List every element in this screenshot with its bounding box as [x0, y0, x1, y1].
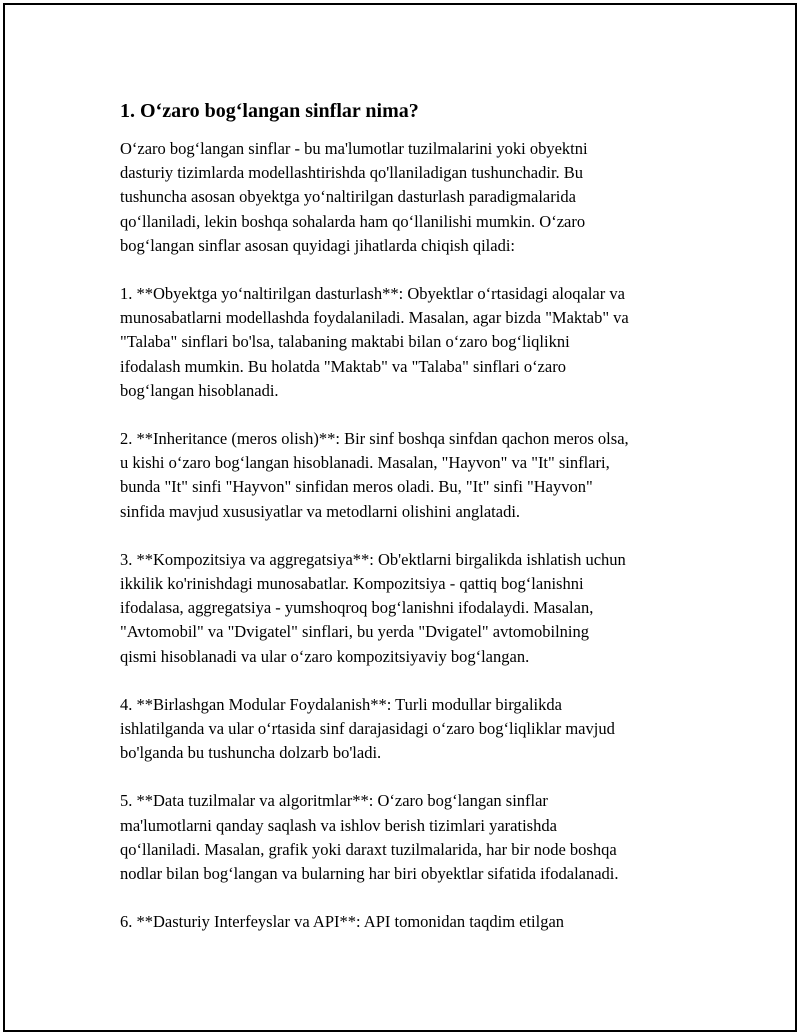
text-line: 2. **Inheritance (meros olish)**: Bir sinf boshqa sinfdan qachon meros olsa, — [120, 429, 629, 449]
text-line: bunda "It" sinfi "Hayvon" sinfidan meros oladi. Bu, "It" sinfi "Hayvon" — [120, 477, 593, 497]
paragraph-5 — [120, 693, 705, 766]
text-line: 3. **Kompozitsiya va aggregatsiya**: Ob'ektlarni birgalikda ishlatish uchun — [120, 549, 626, 569]
text-line: "Talaba" sinflari bo'lsa, talabaning maktabi bilan o‘zaro bog‘liqlikni — [120, 332, 570, 352]
document-page — [3, 3, 797, 1032]
document-content — [120, 97, 705, 958]
text-line: qo‘llaniladi, lekin boshqa sohalarda ham qo‘llanilishi mumkin. O‘zaro — [120, 211, 586, 231]
text-line: nodlar bilan bog‘langan va bularning har biri obyektlar sifatida ifodalanadi. — [120, 864, 619, 884]
paragraph-3 — [120, 427, 705, 524]
text-line: qo‘llaniladi. Masalan, grafik yoki daraxt tuzilmalarida, har bir node boshqa — [120, 839, 617, 859]
paragraph-6 — [120, 789, 705, 886]
paragraph-2 — [120, 282, 705, 403]
text-line: ifodalasa, aggregatsiya - yumshoqroq bog‘lanishni ifodalaydi. Masalan, — [120, 598, 594, 618]
text-line: dasturiy tizimlarda modellashtirishda qo'llaniladigan tushunchadir. Bu — [120, 163, 584, 183]
text-line: ma'lumotlarni qanday saqlash va ishlov berish tizimlari yaratishda — [120, 815, 557, 835]
text-line: bog‘langan hisoblanadi. — [120, 380, 279, 400]
text-line: O‘zaro bog‘langan sinflar - bu ma'lumotlar tuzilmalarini yoki obyektni — [120, 139, 588, 158]
text-line: qismi hisoblanadi va ular o‘zaro kompozitsiyaviy bog‘langan. — [120, 646, 530, 666]
text-line: u kishi o‘zaro bog‘langan hisoblanadi. Masalan, "Hayvon" va "It" sinflari, — [120, 453, 610, 473]
text-line: ifodalash mumkin. Bu holatda "Maktab" va "Talaba" sinflari o‘zaro — [120, 356, 566, 376]
paragraph-7 — [120, 910, 705, 934]
text-line: munosabatlarni modellashda foydalaniladi. Masalan, agar bizda "Maktab" va — [120, 308, 629, 328]
text-line: 5. **Data tuzilmalar va algoritmlar**: O‘zaro bog‘langan sinflar — [120, 791, 548, 811]
text-line: 6. **Dasturiy Interfeyslar va API**: API tomonidan taqdim etilgan — [120, 912, 565, 932]
text-line: 1. **Obyektga yo‘naltirilgan dasturlash**: Obyektlar o‘rtasidagi aloqalar va — [120, 284, 625, 304]
text-line: "Avtomobil" va "Dvigatel" sinflari, bu yerda "Dvigatel" avtomobilning — [120, 622, 590, 642]
text-line: bo'lganda bu tushuncha dolzarb bo'ladi. — [120, 743, 382, 763]
text-line: sinfida mavjud xususiyatlar va metodlarni olishini anglatadi. — [120, 501, 521, 521]
text-line: ikkilik ko'rinishdagi munosabatlar. Kompozitsiya - qattiq bog‘lanishni — [120, 574, 584, 594]
paragraph-1 — [120, 137, 705, 258]
paragraph-list — [120, 137, 705, 934]
text-line: ishlatilganda va ular o‘rtasida sinf darajasidagi o‘zaro bog‘liqliklar mavjud — [120, 719, 615, 739]
text-line: 4. **Birlashgan Modular Foydalanish**: Turli modullar birgalikda — [120, 694, 562, 714]
text-line: tushuncha asosan obyektga yo‘naltirilgan dasturlash paradigmalarida — [120, 187, 576, 207]
document-heading: 1. O‘zaro bog‘langan sinflar nima? — [120, 100, 419, 122]
text-line: bog‘langan sinflar asosan quyidagi jihatlarda chiqish qiladi: — [120, 235, 515, 255]
paragraph-4 — [120, 548, 705, 669]
